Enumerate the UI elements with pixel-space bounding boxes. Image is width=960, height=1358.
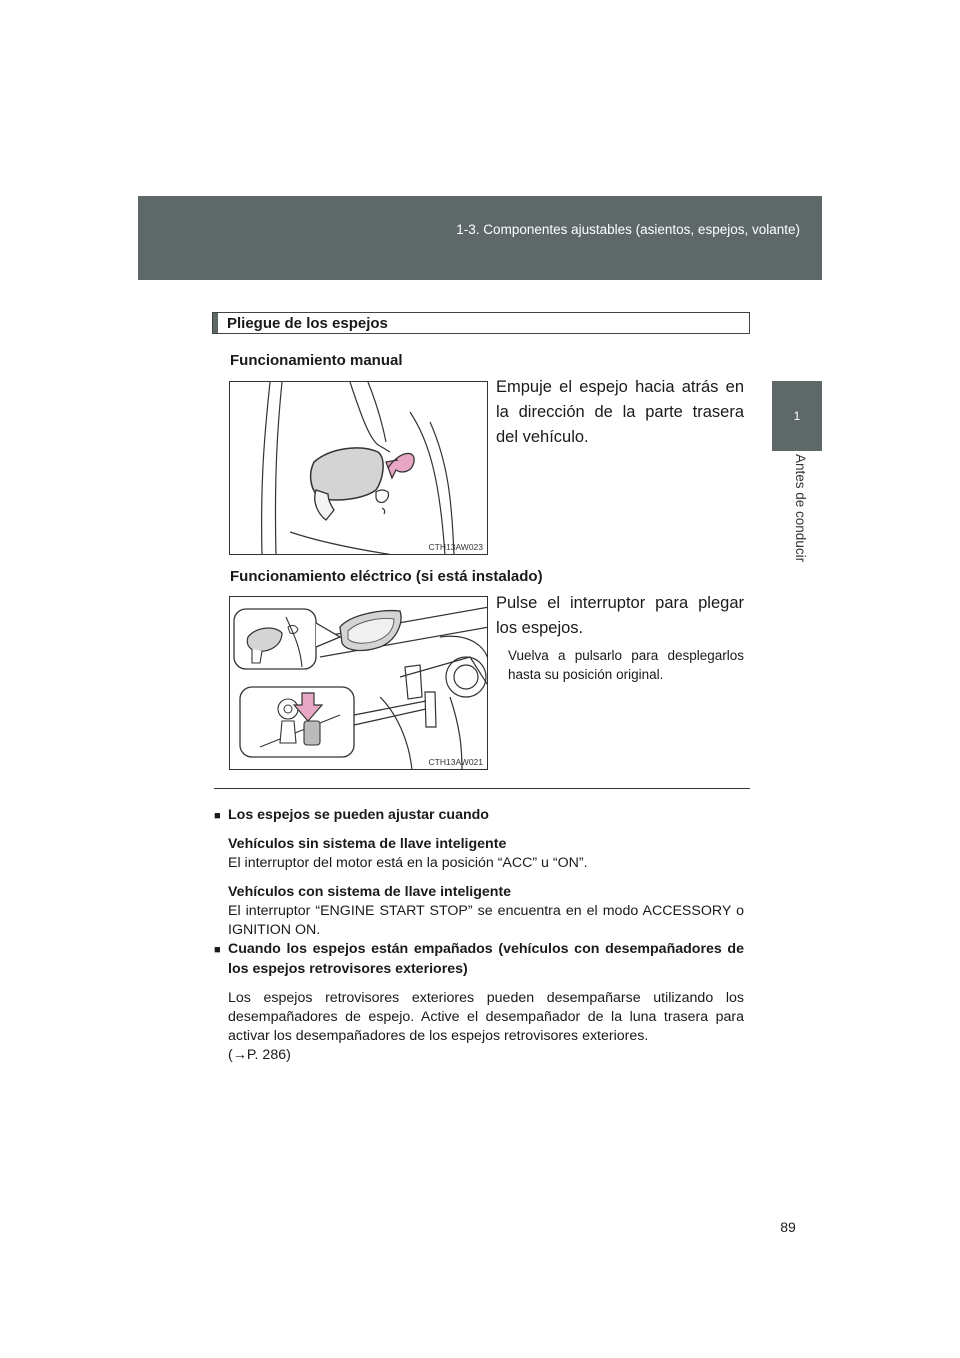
- manual-instruction: Empuje el espejo hacia atrás en la dirección de la parte trasera del vehículo.: [496, 378, 744, 446]
- section-divider: [214, 788, 750, 789]
- electric-heading: Funcionamiento eléctrico (si está instalado): [230, 568, 543, 585]
- section-title-box: [212, 312, 750, 334]
- note-paragraph: Los espejos retrovisores exteriores pueden desempañarse utilizando los desempañadores de espejo. Active el desempañador de la luna trasera para activar los desempañadores de los espejos retrovisores exteriores. (→P. 286): [228, 990, 744, 1063]
- manual-figure-code: CTH13AW023: [428, 542, 483, 552]
- bullet-square-icon: ■: [214, 810, 221, 822]
- mirror-switch-illustration: [230, 597, 488, 770]
- section-title: Pliegue de los espejos: [227, 315, 388, 332]
- manual-heading: Funcionamiento manual: [230, 352, 403, 369]
- chapter-tab: [772, 381, 822, 451]
- manual-fold-figure: [229, 381, 488, 555]
- electric-fold-figure: [229, 596, 488, 770]
- chapter-header: [138, 196, 822, 280]
- note-paragraph: Vehículos con sistema de llave inteligente El interruptor “ENGINE START STOP” se encuentra en el modo ACCESSORY o IGNITION ON.: [228, 884, 744, 938]
- bullet-square-icon: ■: [214, 944, 221, 956]
- note-mirror-defogger: [214, 940, 744, 1065]
- mirror-manual-illustration: [230, 382, 488, 555]
- note-mirror-adjust: [214, 806, 744, 940]
- note-heading: ■ Los espejos se pueden ajustar cuando: [214, 806, 744, 826]
- electric-note: Vuelva a pulsarlo para desplegarlos hasta su posición original.: [508, 648, 744, 682]
- electric-figure-code: CTH13AW021: [428, 757, 483, 767]
- chapter-title: 1-3. Componentes ajustables (asientos, espejos, volante): [456, 222, 800, 237]
- page-number: 89: [780, 1219, 796, 1235]
- section-title-bar: [213, 313, 218, 333]
- note-heading: ■ Cuando los espejos están empañados (vehículos con desempañadores de los espejos retrovisores exteriores): [214, 941, 744, 977]
- chapter-label: Antes de conducir: [793, 454, 808, 563]
- chapter-number: 1: [793, 409, 801, 423]
- note-paragraph: Vehículos sin sistema de llave inteligente El interruptor del motor está en la posición “ACC” u “ON”.: [228, 836, 588, 871]
- electric-instruction: Pulse el interruptor para plegar los espejos.: [496, 594, 744, 637]
